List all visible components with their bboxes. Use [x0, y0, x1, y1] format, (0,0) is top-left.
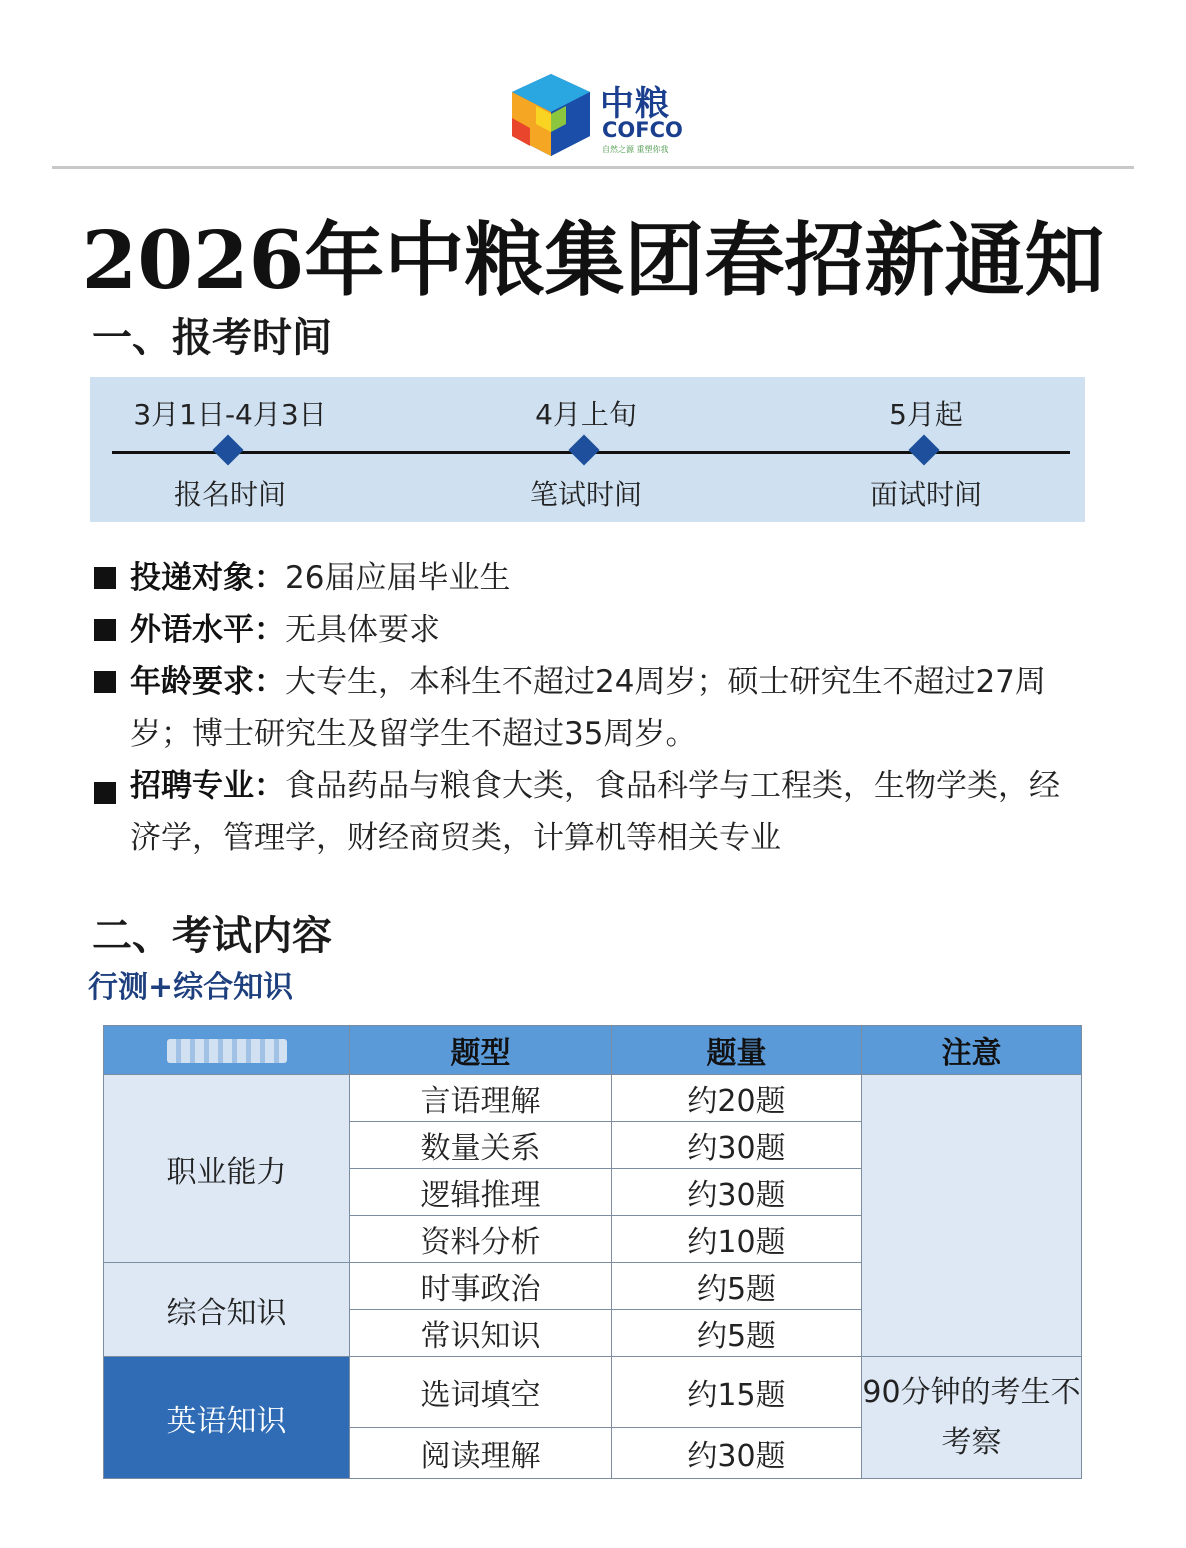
note-cell-empty	[862, 1075, 1082, 1357]
question-type-cell: 言语理解	[350, 1075, 612, 1122]
timeline-node-interview	[806, 377, 1046, 522]
blurred-header-text	[167, 1039, 287, 1063]
category-cell: 职业能力	[104, 1075, 350, 1263]
section-title-exam: 二、考试内容	[92, 913, 332, 959]
question-type-cell: 时事政治	[350, 1263, 612, 1310]
info-key: 投递对象：	[130, 560, 285, 596]
question-count-cell: 约15题	[612, 1357, 862, 1428]
square-bullet-icon	[94, 782, 116, 804]
question-count-cell: 约30题	[612, 1169, 862, 1216]
question-type-cell: 资料分析	[350, 1216, 612, 1263]
info-key: 外语水平：	[130, 612, 285, 648]
timeline-label: 笔试时间	[529, 478, 642, 511]
timeline-node-written-exam	[466, 377, 706, 522]
question-count-cell: 约30题	[612, 1428, 862, 1479]
info-text	[130, 604, 1080, 656]
info-text	[130, 552, 1080, 604]
table-header-row	[104, 1026, 1082, 1075]
note-cell: 90分钟的考生不考察	[862, 1357, 1082, 1479]
table-row	[104, 1075, 1082, 1122]
page-title: 2026年中粮集团春招新通知	[81, 213, 1105, 307]
square-bullet-icon	[94, 619, 116, 641]
section-title-schedule: 一、报考时间	[92, 315, 332, 361]
logo-name-en: COFCO	[602, 118, 683, 142]
info-value: 大专生，本科生不超过24周岁；硕士研究生不超过27周岁；博士研究生及留学生不超过35周岁。	[130, 664, 1046, 752]
timeline-diamond-marker	[212, 434, 243, 465]
timeline-label: 面试时间	[869, 478, 982, 511]
question-type-cell: 常识知识	[350, 1310, 612, 1357]
timeline-date: 3月1日-4月3日	[133, 398, 327, 431]
question-count-cell: 约30题	[612, 1122, 862, 1169]
question-type-cell: 逻辑推理	[350, 1169, 612, 1216]
info-value: 食品药品与粮食大类，食品科学与工程类，生物学类，经济学，管理学，财经商贸类，计算机等相关专业	[130, 768, 1060, 856]
table-row	[104, 1357, 1082, 1428]
timeline-date: 5月起	[889, 398, 963, 431]
cofco-cube-logo	[506, 70, 596, 160]
table-header-count: 题量	[612, 1026, 862, 1075]
logo-name-cn: 中粮	[600, 84, 670, 124]
header-divider	[52, 166, 1134, 169]
square-bullet-icon	[94, 671, 116, 693]
question-count-cell: 约10题	[612, 1216, 862, 1263]
info-key: 招聘专业：	[130, 768, 285, 804]
table-header-category	[104, 1026, 350, 1075]
square-bullet-icon	[94, 567, 116, 589]
info-text	[130, 760, 1080, 864]
timeline-label: 报名时间	[173, 478, 286, 511]
question-count-cell: 约5题	[612, 1310, 862, 1357]
question-type-cell: 选词填空	[350, 1357, 612, 1428]
question-type-cell: 阅读理解	[350, 1428, 612, 1479]
exam-content-table	[103, 1025, 1082, 1479]
exam-subtitle: 行测+综合知识	[88, 970, 294, 1005]
question-type-cell: 数量关系	[350, 1122, 612, 1169]
question-count-cell: 约20题	[612, 1075, 862, 1122]
logo-slogan: 自然之源 重塑你我	[602, 145, 669, 154]
schedule-timeline	[90, 377, 1085, 522]
table-header-note: 注意	[862, 1026, 1082, 1075]
timeline-diamond-marker	[568, 434, 599, 465]
category-cell: 英语知识	[104, 1357, 350, 1479]
category-cell: 综合知识	[104, 1263, 350, 1357]
info-value: 26届应届毕业生	[285, 560, 511, 596]
table-header-type: 题型	[350, 1026, 612, 1075]
timeline-node-registration	[110, 377, 350, 522]
timeline-date: 4月上旬	[535, 398, 637, 431]
timeline-diamond-marker	[908, 434, 939, 465]
info-key: 年龄要求：	[130, 664, 285, 700]
info-value: 无具体要求	[285, 612, 440, 648]
info-text	[130, 656, 1080, 760]
cofco-logo	[506, 66, 686, 162]
question-count-cell: 约5题	[612, 1263, 862, 1310]
